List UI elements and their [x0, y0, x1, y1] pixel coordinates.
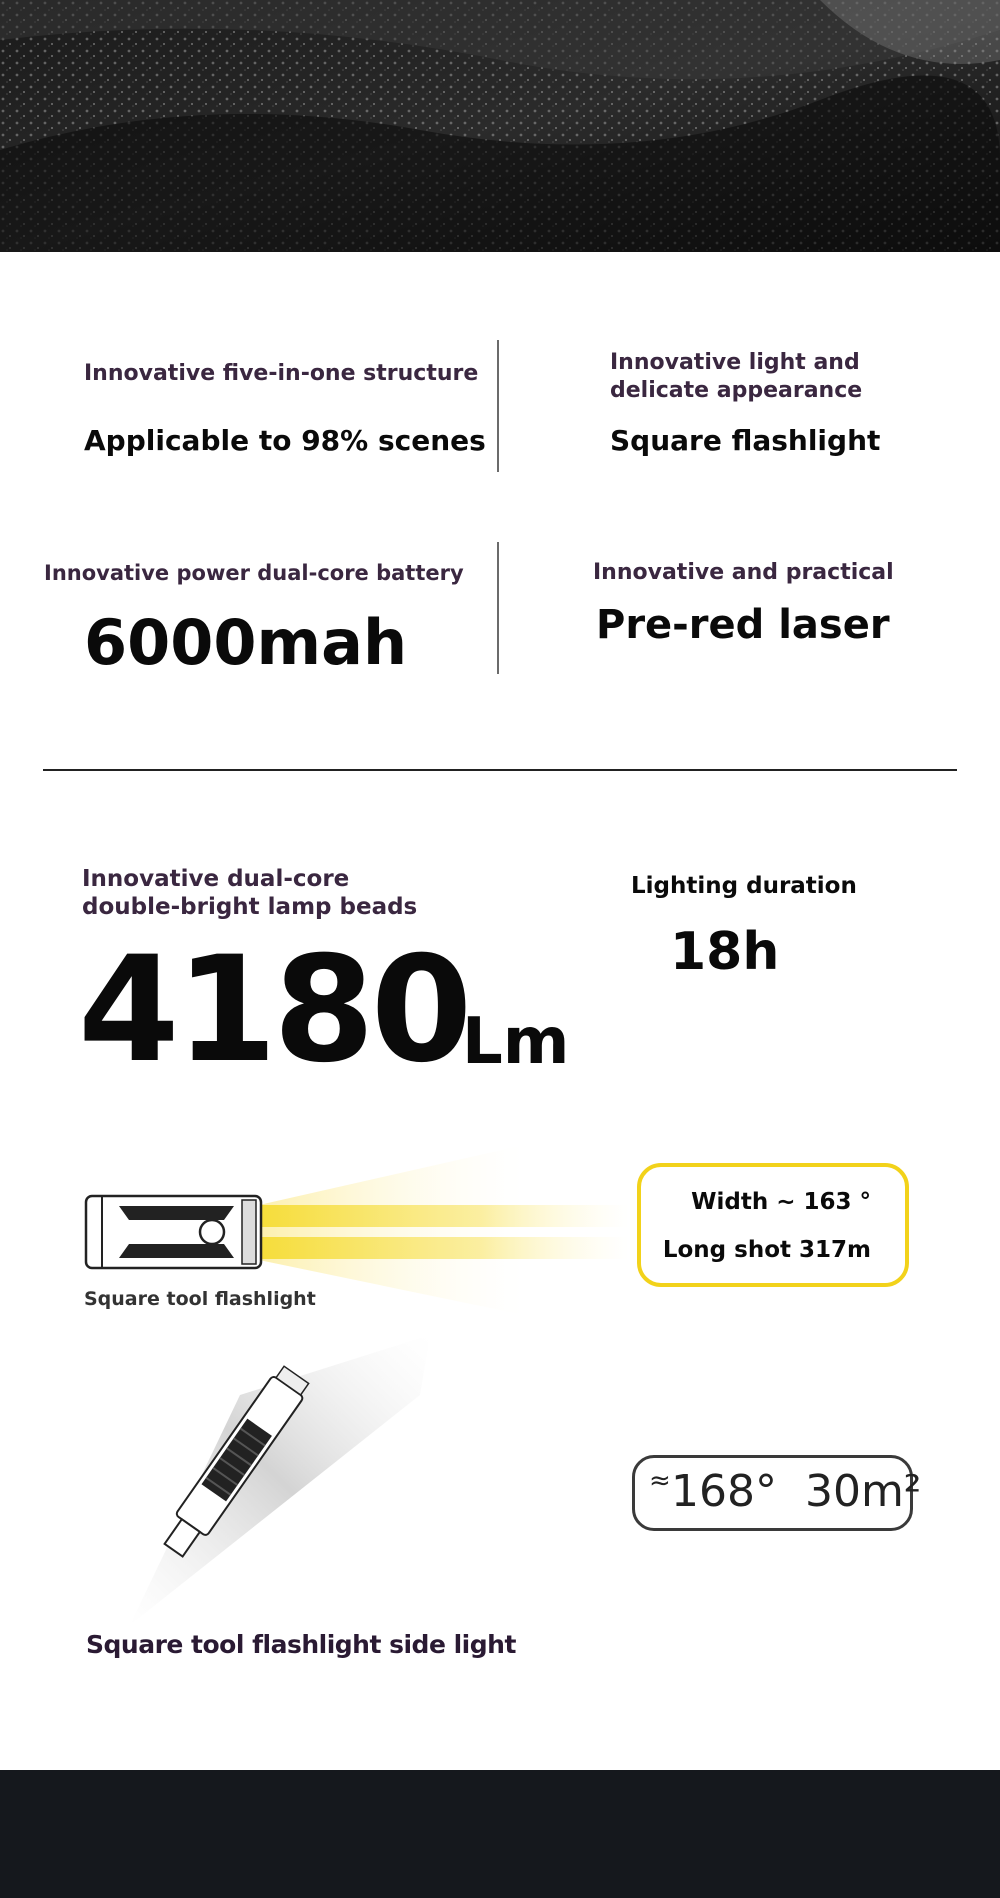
divider-vertical	[497, 340, 499, 472]
brightness-label-line2: double-bright lamp beads	[82, 894, 418, 920]
beam-spec-box	[637, 1163, 909, 1287]
lumens-value: 4180	[78, 925, 469, 1095]
feature-label: Innovative and practical	[593, 560, 894, 585]
beam-range-text: Long shot 317m	[662, 1237, 871, 1263]
feature-label: Innovative five-in-one structure	[84, 361, 479, 386]
feature-value: Applicable to 98% scenes	[84, 424, 486, 457]
side-light-spec-box	[632, 1455, 922, 1531]
flashlight-caption: Square tool flashlight	[84, 1288, 316, 1310]
hero-banner-image	[0, 0, 1000, 252]
footer-band	[0, 1770, 1000, 1898]
feature-value: Square flashlight	[610, 424, 881, 457]
battery-value: 6000mah	[84, 606, 408, 679]
side-light-illustration	[90, 1335, 450, 1635]
side-light-caption: Square tool flashlight side light	[86, 1630, 516, 1659]
lumens-unit: Lm	[462, 1005, 570, 1079]
duration-label: Lighting duration	[631, 873, 857, 899]
divider-horizontal	[43, 769, 957, 771]
duration-value: 18h	[670, 922, 780, 982]
feature-label: Innovative power dual-core battery	[44, 561, 464, 585]
divider-vertical	[497, 542, 499, 674]
side-light-spec-text: 168° 30m²	[671, 1466, 922, 1517]
approx-symbol: ≈	[649, 1466, 671, 1496]
laser-value: Pre-red laser	[596, 602, 890, 648]
brightness-label-line1: Innovative dual-core	[82, 866, 350, 892]
beam-width-text: Width ~ 163 °	[691, 1189, 871, 1215]
feature-label: Innovative light and delicate appearance	[610, 350, 863, 403]
